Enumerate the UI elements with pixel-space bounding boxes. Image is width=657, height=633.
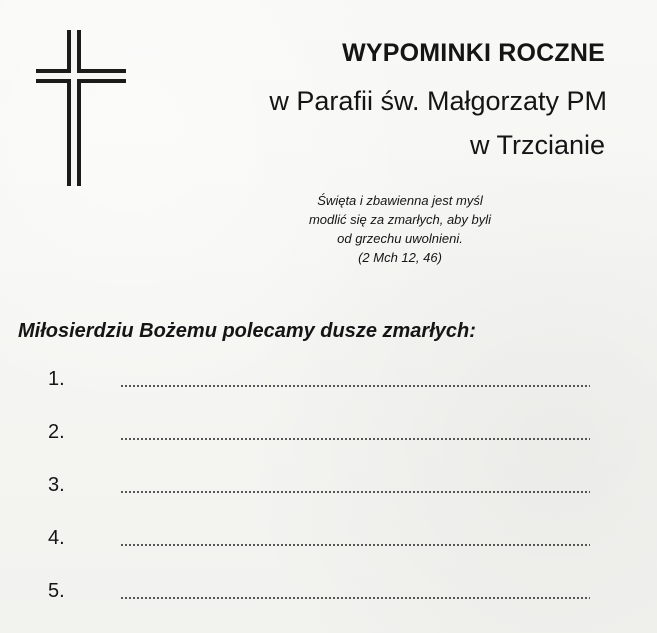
section-heading: Miłosierdziu Bożemu polecamy dusze zmarłych: (18, 320, 476, 342)
dotted-entry-line (120, 544, 590, 546)
parish-name: w Parafii św. Małgorzaty PM (269, 86, 607, 116)
item-number: 2. (48, 421, 65, 443)
dotted-entry-line (120, 491, 590, 493)
page-title: WYPOMINKI ROCZNE (342, 39, 605, 67)
quote-reference: (2 Mch 12, 46) (358, 250, 442, 265)
list-item (0, 419, 657, 453)
item-number: 4. (48, 527, 65, 549)
quote-line-2: modlić się za zmarłych, aby byli (308, 212, 492, 227)
dotted-entry-line (120, 385, 590, 387)
dotted-entry-line (120, 597, 590, 599)
list-item (0, 525, 657, 559)
list-item (0, 366, 657, 400)
quote-line-1: Święta i zbawienna jest myśl (317, 193, 483, 208)
item-number: 5. (48, 580, 65, 602)
item-number: 1. (48, 368, 65, 390)
scripture-quote (250, 191, 550, 267)
cross-icon (36, 30, 126, 186)
quote-line-3: od grzechu uwolnieni. (337, 231, 463, 246)
dotted-entry-line (120, 438, 590, 440)
parish-location: w Trzcianie (469, 130, 605, 160)
list-item (0, 472, 657, 506)
list-item (0, 578, 657, 612)
item-number: 3. (48, 474, 65, 496)
